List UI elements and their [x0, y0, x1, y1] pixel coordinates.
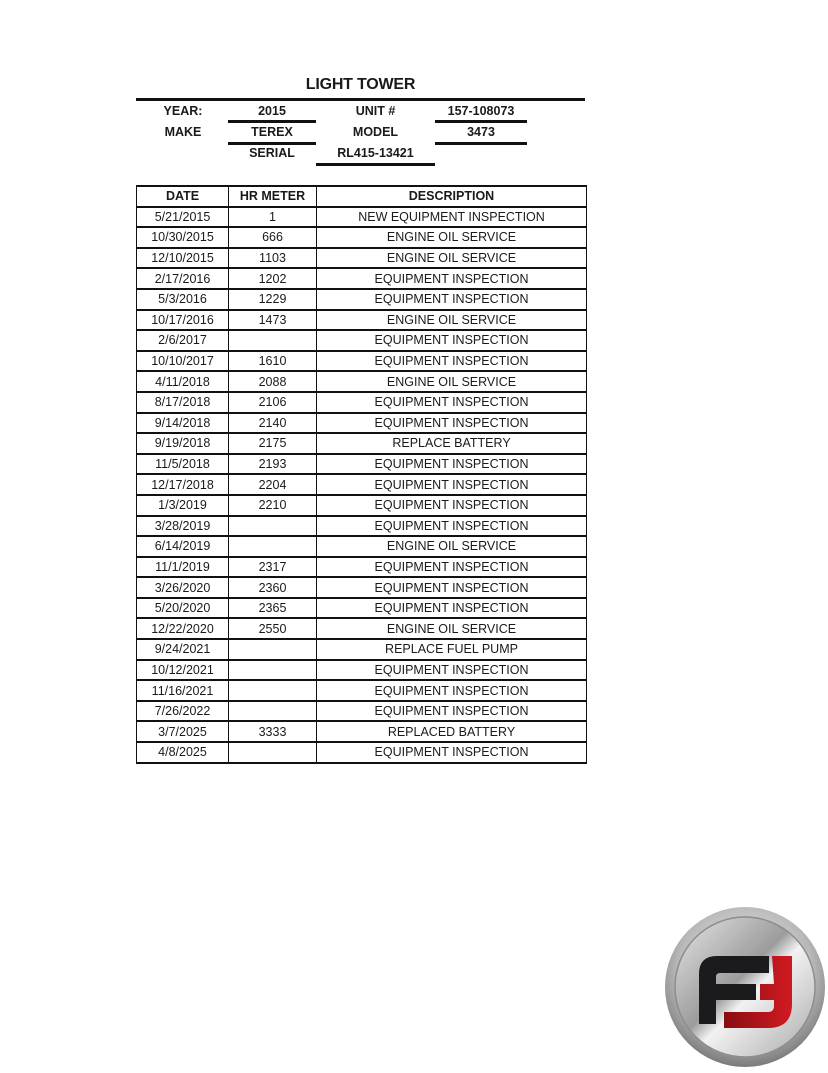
cell-hr-meter: 2140 — [229, 413, 317, 434]
cell-date: 2/17/2016 — [137, 268, 229, 289]
cell-hr-meter: 2210 — [229, 495, 317, 516]
cell-description: REPLACE BATTERY — [317, 433, 587, 454]
cell-hr-meter: 666 — [229, 227, 317, 248]
cell-date: 12/17/2018 — [137, 474, 229, 495]
model-value: 3473 — [467, 125, 495, 139]
cell-description: EQUIPMENT INSPECTION — [317, 557, 587, 578]
table-row — [137, 268, 587, 289]
table-row — [137, 598, 587, 619]
table-row — [137, 248, 587, 269]
cell-description: EQUIPMENT INSPECTION — [317, 268, 587, 289]
cell-date: 5/21/2015 — [137, 207, 229, 228]
cell-description: EQUIPMENT INSPECTION — [317, 474, 587, 495]
cell-description: EQUIPMENT INSPECTION — [317, 742, 587, 763]
cell-description: EQUIPMENT INSPECTION — [317, 598, 587, 619]
cell-hr-meter: 2550 — [229, 618, 317, 639]
cell-hr-meter: 2204 — [229, 474, 317, 495]
cell-date: 6/14/2019 — [137, 536, 229, 557]
table-row — [137, 536, 587, 557]
cell-date: 3/28/2019 — [137, 516, 229, 537]
cell-date: 4/8/2025 — [137, 742, 229, 763]
cell-hr-meter — [229, 639, 317, 660]
cell-description: ENGINE OIL SERVICE — [317, 536, 587, 557]
table-row — [137, 639, 587, 660]
unit-value: 157-108073 — [447, 104, 515, 118]
cell-description: EQUIPMENT INSPECTION — [317, 289, 587, 310]
table-row — [137, 371, 587, 392]
fj-monogram-logo-icon — [664, 906, 826, 1068]
cell-date: 5/3/2016 — [137, 289, 229, 310]
cell-description: EQUIPMENT INSPECTION — [317, 454, 587, 475]
document-title: LIGHT TOWER — [305, 76, 416, 93]
cell-hr-meter: 2193 — [229, 454, 317, 475]
cell-hr-meter — [229, 742, 317, 763]
cell-description: EQUIPMENT INSPECTION — [317, 680, 587, 701]
header-description: DESCRIPTION — [317, 186, 587, 207]
table-row — [137, 474, 587, 495]
table-row — [137, 454, 587, 475]
cell-description: EQUIPMENT INSPECTION — [317, 413, 587, 434]
cell-date: 11/16/2021 — [137, 680, 229, 701]
cell-hr-meter — [229, 660, 317, 681]
cell-description: EQUIPMENT INSPECTION — [317, 577, 587, 598]
table-row — [137, 310, 587, 331]
cell-description: EQUIPMENT INSPECTION — [317, 495, 587, 516]
cell-description: ENGINE OIL SERVICE — [317, 227, 587, 248]
table-row — [137, 660, 587, 681]
cell-description: EQUIPMENT INSPECTION — [317, 516, 587, 537]
table-body — [137, 207, 587, 763]
cell-date: 1/3/2019 — [137, 495, 229, 516]
cell-date: 4/11/2018 — [137, 371, 229, 392]
table-row — [137, 516, 587, 537]
cell-hr-meter: 1610 — [229, 351, 317, 372]
cell-hr-meter: 1229 — [229, 289, 317, 310]
cell-description: NEW EQUIPMENT INSPECTION — [317, 207, 587, 228]
cell-description: REPLACE FUEL PUMP — [317, 639, 587, 660]
cell-date: 9/14/2018 — [137, 413, 229, 434]
cell-description: EQUIPMENT INSPECTION — [317, 701, 587, 722]
cell-date: 3/7/2025 — [137, 721, 229, 742]
serial-value: RL415-13421 — [337, 146, 414, 160]
cell-hr-meter — [229, 536, 317, 557]
table-row — [137, 495, 587, 516]
table-row — [137, 577, 587, 598]
cell-date: 10/17/2016 — [137, 310, 229, 331]
cell-description: ENGINE OIL SERVICE — [317, 371, 587, 392]
cell-date: 5/20/2020 — [137, 598, 229, 619]
cell-date: 10/10/2017 — [137, 351, 229, 372]
cell-description: ENGINE OIL SERVICE — [317, 310, 587, 331]
cell-hr-meter: 1103 — [229, 248, 317, 269]
table-row — [137, 289, 587, 310]
cell-date: 2/6/2017 — [137, 330, 229, 351]
cell-hr-meter — [229, 701, 317, 722]
header-hr-meter: HR METER — [229, 186, 317, 207]
table-row — [137, 330, 587, 351]
make-value: TEREX — [251, 125, 293, 139]
table-row — [137, 392, 587, 413]
cell-hr-meter: 1473 — [229, 310, 317, 331]
unit-label: UNIT # — [355, 104, 396, 118]
year-value: 2015 — [258, 104, 286, 118]
table-row — [137, 618, 587, 639]
cell-date: 8/17/2018 — [137, 392, 229, 413]
table-row — [137, 701, 587, 722]
table-row — [137, 680, 587, 701]
table-row — [137, 557, 587, 578]
cell-date: 9/24/2021 — [137, 639, 229, 660]
cell-date: 12/10/2015 — [137, 248, 229, 269]
cell-date: 10/30/2015 — [137, 227, 229, 248]
table-row — [137, 721, 587, 742]
cell-hr-meter: 1202 — [229, 268, 317, 289]
cell-hr-meter: 3333 — [229, 721, 317, 742]
table-header-row — [137, 186, 587, 207]
cell-description: ENGINE OIL SERVICE — [317, 618, 587, 639]
table-row — [137, 351, 587, 372]
cell-description: REPLACED BATTERY — [317, 721, 587, 742]
header-date: DATE — [137, 186, 229, 207]
cell-date: 9/19/2018 — [137, 433, 229, 454]
cell-hr-meter: 2365 — [229, 598, 317, 619]
cell-hr-meter — [229, 516, 317, 537]
title-rule — [136, 98, 585, 101]
cell-hr-meter: 2088 — [229, 371, 317, 392]
serial-underline — [316, 163, 435, 166]
model-underline — [435, 142, 527, 145]
table-row — [137, 433, 587, 454]
fj-logo — [664, 906, 826, 1068]
model-label: MODEL — [352, 125, 399, 139]
cell-description: EQUIPMENT INSPECTION — [317, 330, 587, 351]
year-label: YEAR: — [163, 104, 203, 118]
table-row — [137, 413, 587, 434]
cell-hr-meter — [229, 680, 317, 701]
cell-date: 11/5/2018 — [137, 454, 229, 475]
cell-description: EQUIPMENT INSPECTION — [317, 392, 587, 413]
cell-hr-meter: 2106 — [229, 392, 317, 413]
serial-label: SERIAL — [249, 146, 295, 160]
table-row — [137, 227, 587, 248]
cell-date: 11/1/2019 — [137, 557, 229, 578]
cell-description: EQUIPMENT INSPECTION — [317, 351, 587, 372]
cell-hr-meter — [229, 330, 317, 351]
table-row — [137, 207, 587, 228]
cell-date: 10/12/2021 — [137, 660, 229, 681]
cell-hr-meter: 2317 — [229, 557, 317, 578]
service-log-table — [136, 185, 587, 764]
cell-date: 7/26/2022 — [137, 701, 229, 722]
make-label: MAKE — [164, 125, 202, 139]
cell-date: 12/22/2020 — [137, 618, 229, 639]
cell-hr-meter: 2175 — [229, 433, 317, 454]
table-row — [137, 742, 587, 763]
cell-hr-meter: 2360 — [229, 577, 317, 598]
cell-date: 3/26/2020 — [137, 577, 229, 598]
cell-description: EQUIPMENT INSPECTION — [317, 660, 587, 681]
cell-hr-meter: 1 — [229, 207, 317, 228]
cell-description: ENGINE OIL SERVICE — [317, 248, 587, 269]
